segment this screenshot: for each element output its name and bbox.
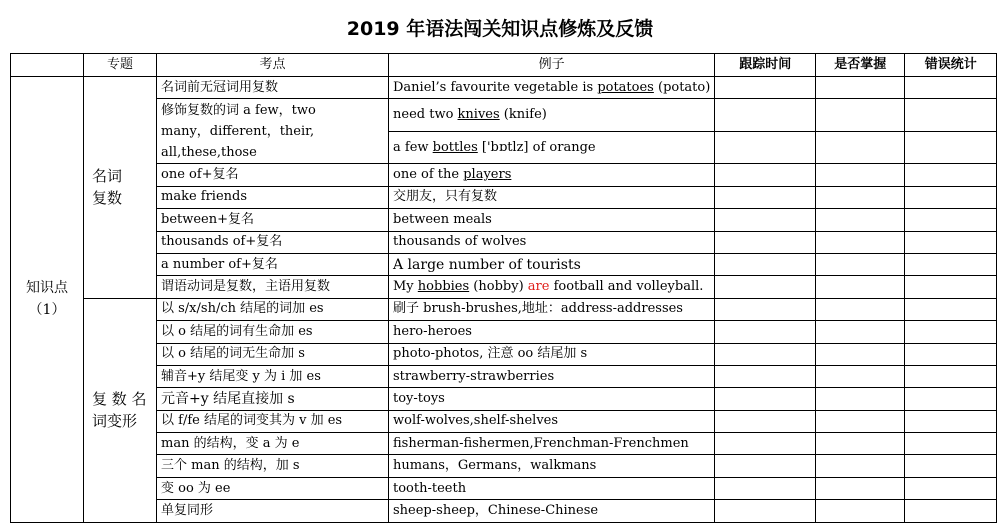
track-cell[interactable] [715,410,816,432]
mastered-cell[interactable] [816,77,905,99]
point-cell: between+复名 [157,209,389,231]
table-row [11,500,997,522]
errors-cell[interactable] [905,321,997,343]
mastered-cell[interactable] [816,276,905,298]
errors-cell[interactable] [905,276,997,298]
example-cell: 交朋友，只有复数 [389,186,715,208]
example-cell: A large number of tourists [389,253,715,275]
errors-cell[interactable] [905,500,997,522]
track-cell[interactable] [715,276,816,298]
errors-cell[interactable] [905,131,997,164]
section-num: （1） [28,302,66,319]
example-cell: 刷子 brush-brushes,地址：address-addresses [389,298,715,320]
track-cell[interactable] [715,455,816,477]
example-cell: My hobbies (hobby) are football and volleyball. [389,276,715,298]
table-row [11,186,997,208]
table-row [11,343,997,365]
example-cell: wolf-wolves,shelf-shelves [389,410,715,432]
mastered-cell[interactable] [816,455,905,477]
mastered-cell[interactable] [816,477,905,499]
table-row [11,99,997,132]
point-cell: 单复同形 [157,500,389,522]
col-mastered: 是否掌握 [816,54,905,77]
errors-cell[interactable] [905,298,997,320]
example-cell: one of the players [389,164,715,186]
track-cell[interactable] [715,343,816,365]
track-cell[interactable] [715,209,816,231]
example-cell: strawberry-strawberries [389,365,715,387]
track-cell[interactable] [715,99,816,132]
example-cell: fisherman-fishermen,Frenchman-Frenchmen [389,433,715,455]
errors-cell[interactable] [905,99,997,132]
point-cell: 以 o 结尾的词无生命加 s [157,343,389,365]
page-title: 2019 年语法闯关知识点修炼及反馈 [346,18,654,40]
errors-cell[interactable] [905,209,997,231]
mastered-cell[interactable] [816,388,905,410]
point-cell: 以 s/x/sh/ch 结尾的词加 es [157,298,389,320]
mastered-cell[interactable] [816,131,905,164]
point-cell: 以 o 结尾的词有生命加 es [157,321,389,343]
table-row [11,276,997,298]
table-row [11,433,997,455]
errors-cell[interactable] [905,186,997,208]
point-cell: thousands of+复名 [157,231,389,253]
track-cell[interactable] [715,321,816,343]
mastered-cell[interactable] [816,186,905,208]
mastered-cell[interactable] [816,164,905,186]
col-track-time: 跟踪时间 [715,54,816,77]
track-cell[interactable] [715,131,816,164]
errors-cell[interactable] [905,388,997,410]
table-row [11,477,997,499]
track-cell[interactable] [715,365,816,387]
group-plural-forms: 复 数 名 词变形 [84,298,157,522]
errors-cell[interactable] [905,231,997,253]
col-example: 例子 [389,54,715,77]
table-row [11,365,997,387]
point-cell: 修饰复数的词 a few，two many，different，their, all,these,those [157,99,389,164]
track-cell[interactable] [715,231,816,253]
table-row [11,455,997,477]
group-plural-nouns: 名词 复数 [84,77,157,299]
point-cell: 三个 man 的结构，加 s [157,455,389,477]
track-cell[interactable] [715,298,816,320]
mastered-cell[interactable] [816,298,905,320]
header-row [11,54,997,77]
example-cell: hero-heroes [389,321,715,343]
mastered-cell[interactable] [816,321,905,343]
mastered-cell[interactable] [816,433,905,455]
track-cell[interactable] [715,477,816,499]
point-cell: 元音+y 结尾直接加 s [157,388,389,410]
errors-cell[interactable] [905,164,997,186]
track-cell[interactable] [715,433,816,455]
example-cell: photo-photos, 注意 oo 结尾加 s [389,343,715,365]
col-errors: 错误统计 [905,54,997,77]
track-cell[interactable] [715,77,816,99]
point-cell: 名词前无冠词用复数 [157,77,389,99]
col-blank [11,54,84,77]
point-cell: one of+复名 [157,164,389,186]
errors-cell[interactable] [905,253,997,275]
section-cell [11,77,84,523]
track-cell[interactable] [715,253,816,275]
errors-cell[interactable] [905,343,997,365]
example-cell: Daniel’s favourite vegetable is potatoes (potato) [389,77,715,99]
errors-cell[interactable] [905,455,997,477]
mastered-cell[interactable] [816,343,905,365]
table-row [11,321,997,343]
mastered-cell[interactable] [816,500,905,522]
table-row [11,231,997,253]
track-cell[interactable] [715,164,816,186]
table-row [11,164,997,186]
point-cell: a number of+复名 [157,253,389,275]
track-cell[interactable] [715,186,816,208]
errors-cell[interactable] [905,77,997,99]
col-point: 考点 [157,54,389,77]
example-cell: tooth-teeth [389,477,715,499]
mastered-cell[interactable] [816,365,905,387]
mastered-cell[interactable] [816,209,905,231]
knowledge-table [10,53,997,523]
example-cell: between meals [389,209,715,231]
table-row [11,253,997,275]
track-cell[interactable] [715,388,816,410]
example-cell: need two knives (knife) [389,99,715,132]
table-row [11,388,997,410]
track-cell[interactable] [715,500,816,522]
table-row [11,77,997,99]
mastered-cell[interactable] [816,410,905,432]
table-row [11,209,997,231]
point-cell: man 的结构，变 a 为 e [157,433,389,455]
col-topic: 专题 [84,54,157,77]
mastered-cell[interactable] [816,231,905,253]
errors-cell[interactable] [905,433,997,455]
example-cell: sheep-sheep，Chinese-Chinese [389,500,715,522]
point-cell: 以 f/fe 结尾的词变其为 v 加 es [157,410,389,432]
table-row [11,410,997,432]
point-cell: 辅音+y 结尾变 y 为 i 加 es [157,365,389,387]
section-label: 知识点 [26,280,68,297]
point-cell: 谓语动词是复数，主语用复数 [157,276,389,298]
mastered-cell[interactable] [816,253,905,275]
point-cell: make friends [157,186,389,208]
point-cell: 变 oo 为 ee [157,477,389,499]
example-cell: humans，Germans，walkmans [389,455,715,477]
mastered-cell[interactable] [816,99,905,132]
errors-cell[interactable] [905,410,997,432]
errors-cell[interactable] [905,365,997,387]
errors-cell[interactable] [905,477,997,499]
example-cell: a few bottles ['bɒtlz] of orange [389,131,715,164]
example-cell: toy-toys [389,388,715,410]
table-row [11,298,997,320]
example-cell: thousands of wolves [389,231,715,253]
